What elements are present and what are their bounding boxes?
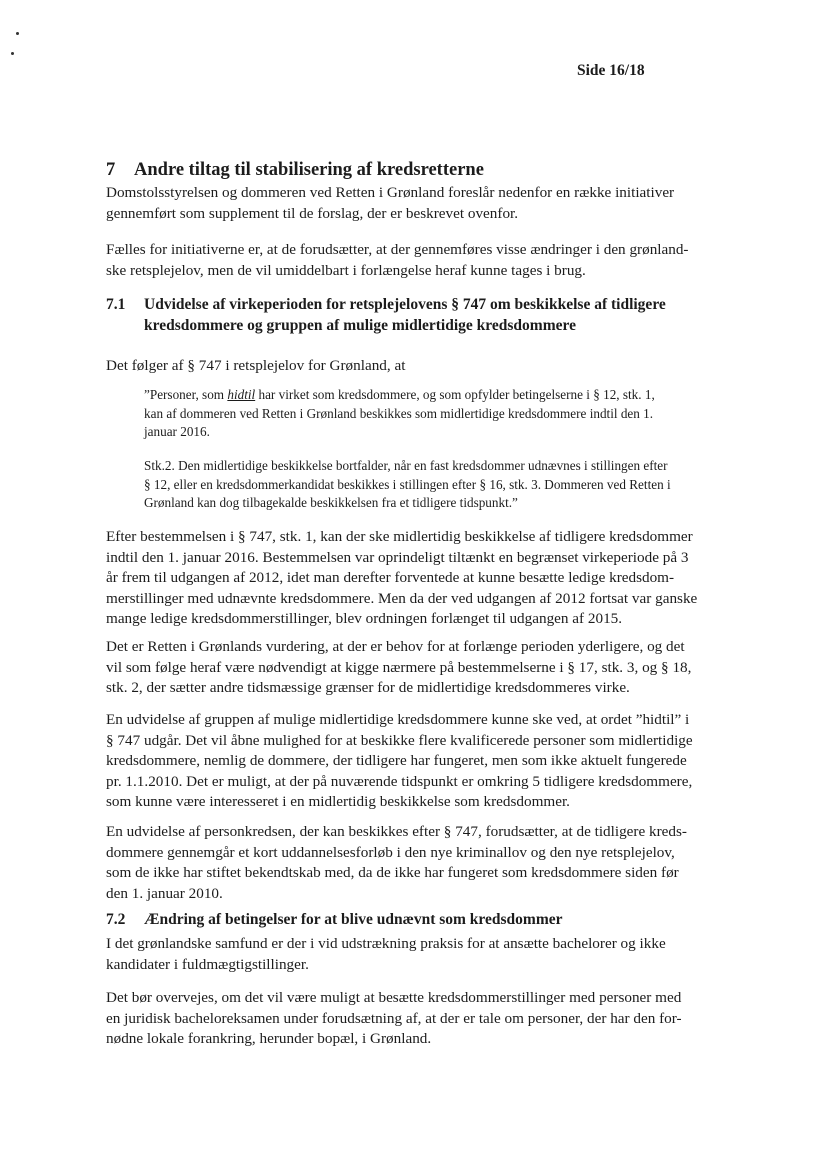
text-line: kredsdommere, nemlig de dommere, der tidligere har fungeret, men som ikke aktuelt fungerede <box>106 752 687 769</box>
quote-text: har virket som kredsdommere, og som opfylder betingelserne i § 12, stk. 1, <box>255 387 655 402</box>
text-line: merstillinger med udnævnte kredsdommere. Men da der ved udgangen af 2012 fortsat var ganske <box>106 589 698 607</box>
title-line: kredsdommere og gruppen af mulige midlertidige kredsdommere <box>144 316 576 334</box>
title-line: Udvidelse af virkeperioden for retsplejelovens § 747 om beskikkelse af tidligere <box>144 296 666 313</box>
text-line: dommere gennemgår et kort uddannelsesforløb i den nye kriminallov og den nye retsplejelov, <box>106 843 675 861</box>
scan-speck <box>16 32 19 35</box>
text-line: som de ikke har stiftet bekendtskab med, da de ikke har fungeret som kredsdommere siden før <box>106 864 679 881</box>
text-line: Efter bestemmelsen i § 747, stk. 1, kan der ske midlertidig beskikkelse af tidligere kredsdommer <box>106 528 693 545</box>
text-line: I det grønlandske samfund er der i vid udstrækning praksis for at ansætte bachelorer og ikke <box>106 935 666 952</box>
section-title: Andre tiltag til stabilisering af kredsretterne <box>134 160 484 180</box>
section-number: 7.1 <box>106 296 126 313</box>
quote-line: § 12, eller en kredsdommerkandidat beskikkes i stillingen efter § 16, stk. 3. Dommeren ved Retten i <box>144 476 671 492</box>
text-line: ske retsplejelov, men de vil umiddelbart i forlængelse heraf kunne tages i brug. <box>106 261 586 279</box>
quote-line: kan af dommeren ved Retten i Grønland beskikkes som midlertidige kredsdommere indtil den 1. <box>144 405 654 421</box>
quote-line: Stk.2. Den midlertidige beskikkelse bortfalder, når en fast kredsdommer udnævnes i stillingen efter <box>144 458 668 473</box>
quote-line: Grønland kan dog tilbagekalde beskikkelsen fra et tidligere tidspunkt.” <box>144 495 518 510</box>
section-7-2-heading <box>106 910 726 932</box>
quote-text: ”Personer, som <box>144 387 228 402</box>
section-7-1-paragraph-2 <box>106 637 691 699</box>
text-line: som kunne være interesseret i en midlertidig beskikkelse som kredsdommer. <box>106 793 570 810</box>
section-7-intro <box>106 183 674 224</box>
text-line: den 1. januar 2010. <box>106 884 223 902</box>
text-line: pr. 1.1.2010. Det er muligt, at der på nuværende tidspunkt er omkring 5 tidligere kredsdommere, <box>106 772 693 790</box>
section-7-heading <box>106 160 484 181</box>
section-title <box>144 295 666 336</box>
page-number: Side 16/18 <box>577 62 645 79</box>
text-line: mange ledige kredsdommerstillinger, blev ordningen forlænget til udgangen af 2015. <box>106 610 623 627</box>
text-line: Det bør overvejes, om det vil være muligt at besætte kredsdommerstillinger med personer med <box>106 989 682 1006</box>
text-line: En udvidelse af gruppen af mulige midlertidige kredsdommere kunne ske ved, at ordet ”hidtil” i <box>106 711 690 728</box>
text-line: en juridisk bacheloreksamen under forudsætning af, at der er tale om personer, der har den for- <box>106 1009 682 1027</box>
text-line: vil som følge heraf være nødvendigt at kigge nærmere på bestemmelserne i § 17, stk. 3, og § 18, <box>106 658 692 676</box>
text-line: indtil den 1. januar 2016. Bestemmelsen var oprindeligt tiltænkt en begrænset virkeperiode på 3 <box>106 548 689 566</box>
scan-speck <box>11 52 14 55</box>
section-7-2-paragraph-1 <box>106 934 666 975</box>
section-7-2-paragraph-2 <box>106 988 682 1050</box>
text-line: § 747 udgår. Det vil åbne mulighed for at beskikke flere kvalificerede personer som midlertidige <box>106 731 693 749</box>
quote-line: januar 2016. <box>144 424 210 439</box>
section-7-paragraph <box>106 240 689 281</box>
section-7-1-heading <box>106 295 726 337</box>
text-line: stk. 2, der sætter andre tidsmæssige grænser for de midlertidige kredsdommeres virke. <box>106 679 630 696</box>
law-quote-1 <box>144 386 655 442</box>
law-quote-2 <box>144 457 671 513</box>
emphasized-word: hidtil <box>227 387 256 402</box>
section-title: Ændring af betingelser for at blive udnævnt som kredsdommer <box>144 911 563 928</box>
text-line: år frem til udgangen af 2012, idet man derefter forventede at kunne besætte ledige kredsdom- <box>106 569 675 586</box>
text-line: gennemført som supplement til de forslag, der er beskrevet ovenfor. <box>106 204 519 222</box>
text-line: Det følger af § 747 i retsplejelov for Grønland, at <box>106 357 406 374</box>
section-7-1-paragraph-3 <box>106 710 693 813</box>
text-line: Domstolsstyrelsen og dommeren ved Retten i Grønland foreslår nedenfor en række initiativer <box>106 184 675 201</box>
section-7-1-paragraph-1 <box>106 527 697 630</box>
text-line: Fælles for initiativerne er, at de forudsætter, at der gennemføres visse ændringer i den grønland- <box>106 241 689 258</box>
text-line: En udvidelse af personkredsen, der kan beskikkes efter § 747, forudsætter, at de tidligere kreds- <box>106 823 687 840</box>
quote-line <box>144 386 655 405</box>
section-7-1-paragraph-4 <box>106 822 687 904</box>
lead-sentence <box>106 356 405 377</box>
text-line: Det er Retten i Grønlands vurdering, at der er behov for at forlænge perioden yderligere, og det <box>106 638 685 655</box>
section-number: 7 <box>106 160 116 180</box>
text-line: nødne lokale forankring, herunder bopæl, i Grønland. <box>106 1030 432 1047</box>
text-line: kandidater i fuldmægtigstillinger. <box>106 955 309 973</box>
section-number: 7.2 <box>106 911 126 928</box>
